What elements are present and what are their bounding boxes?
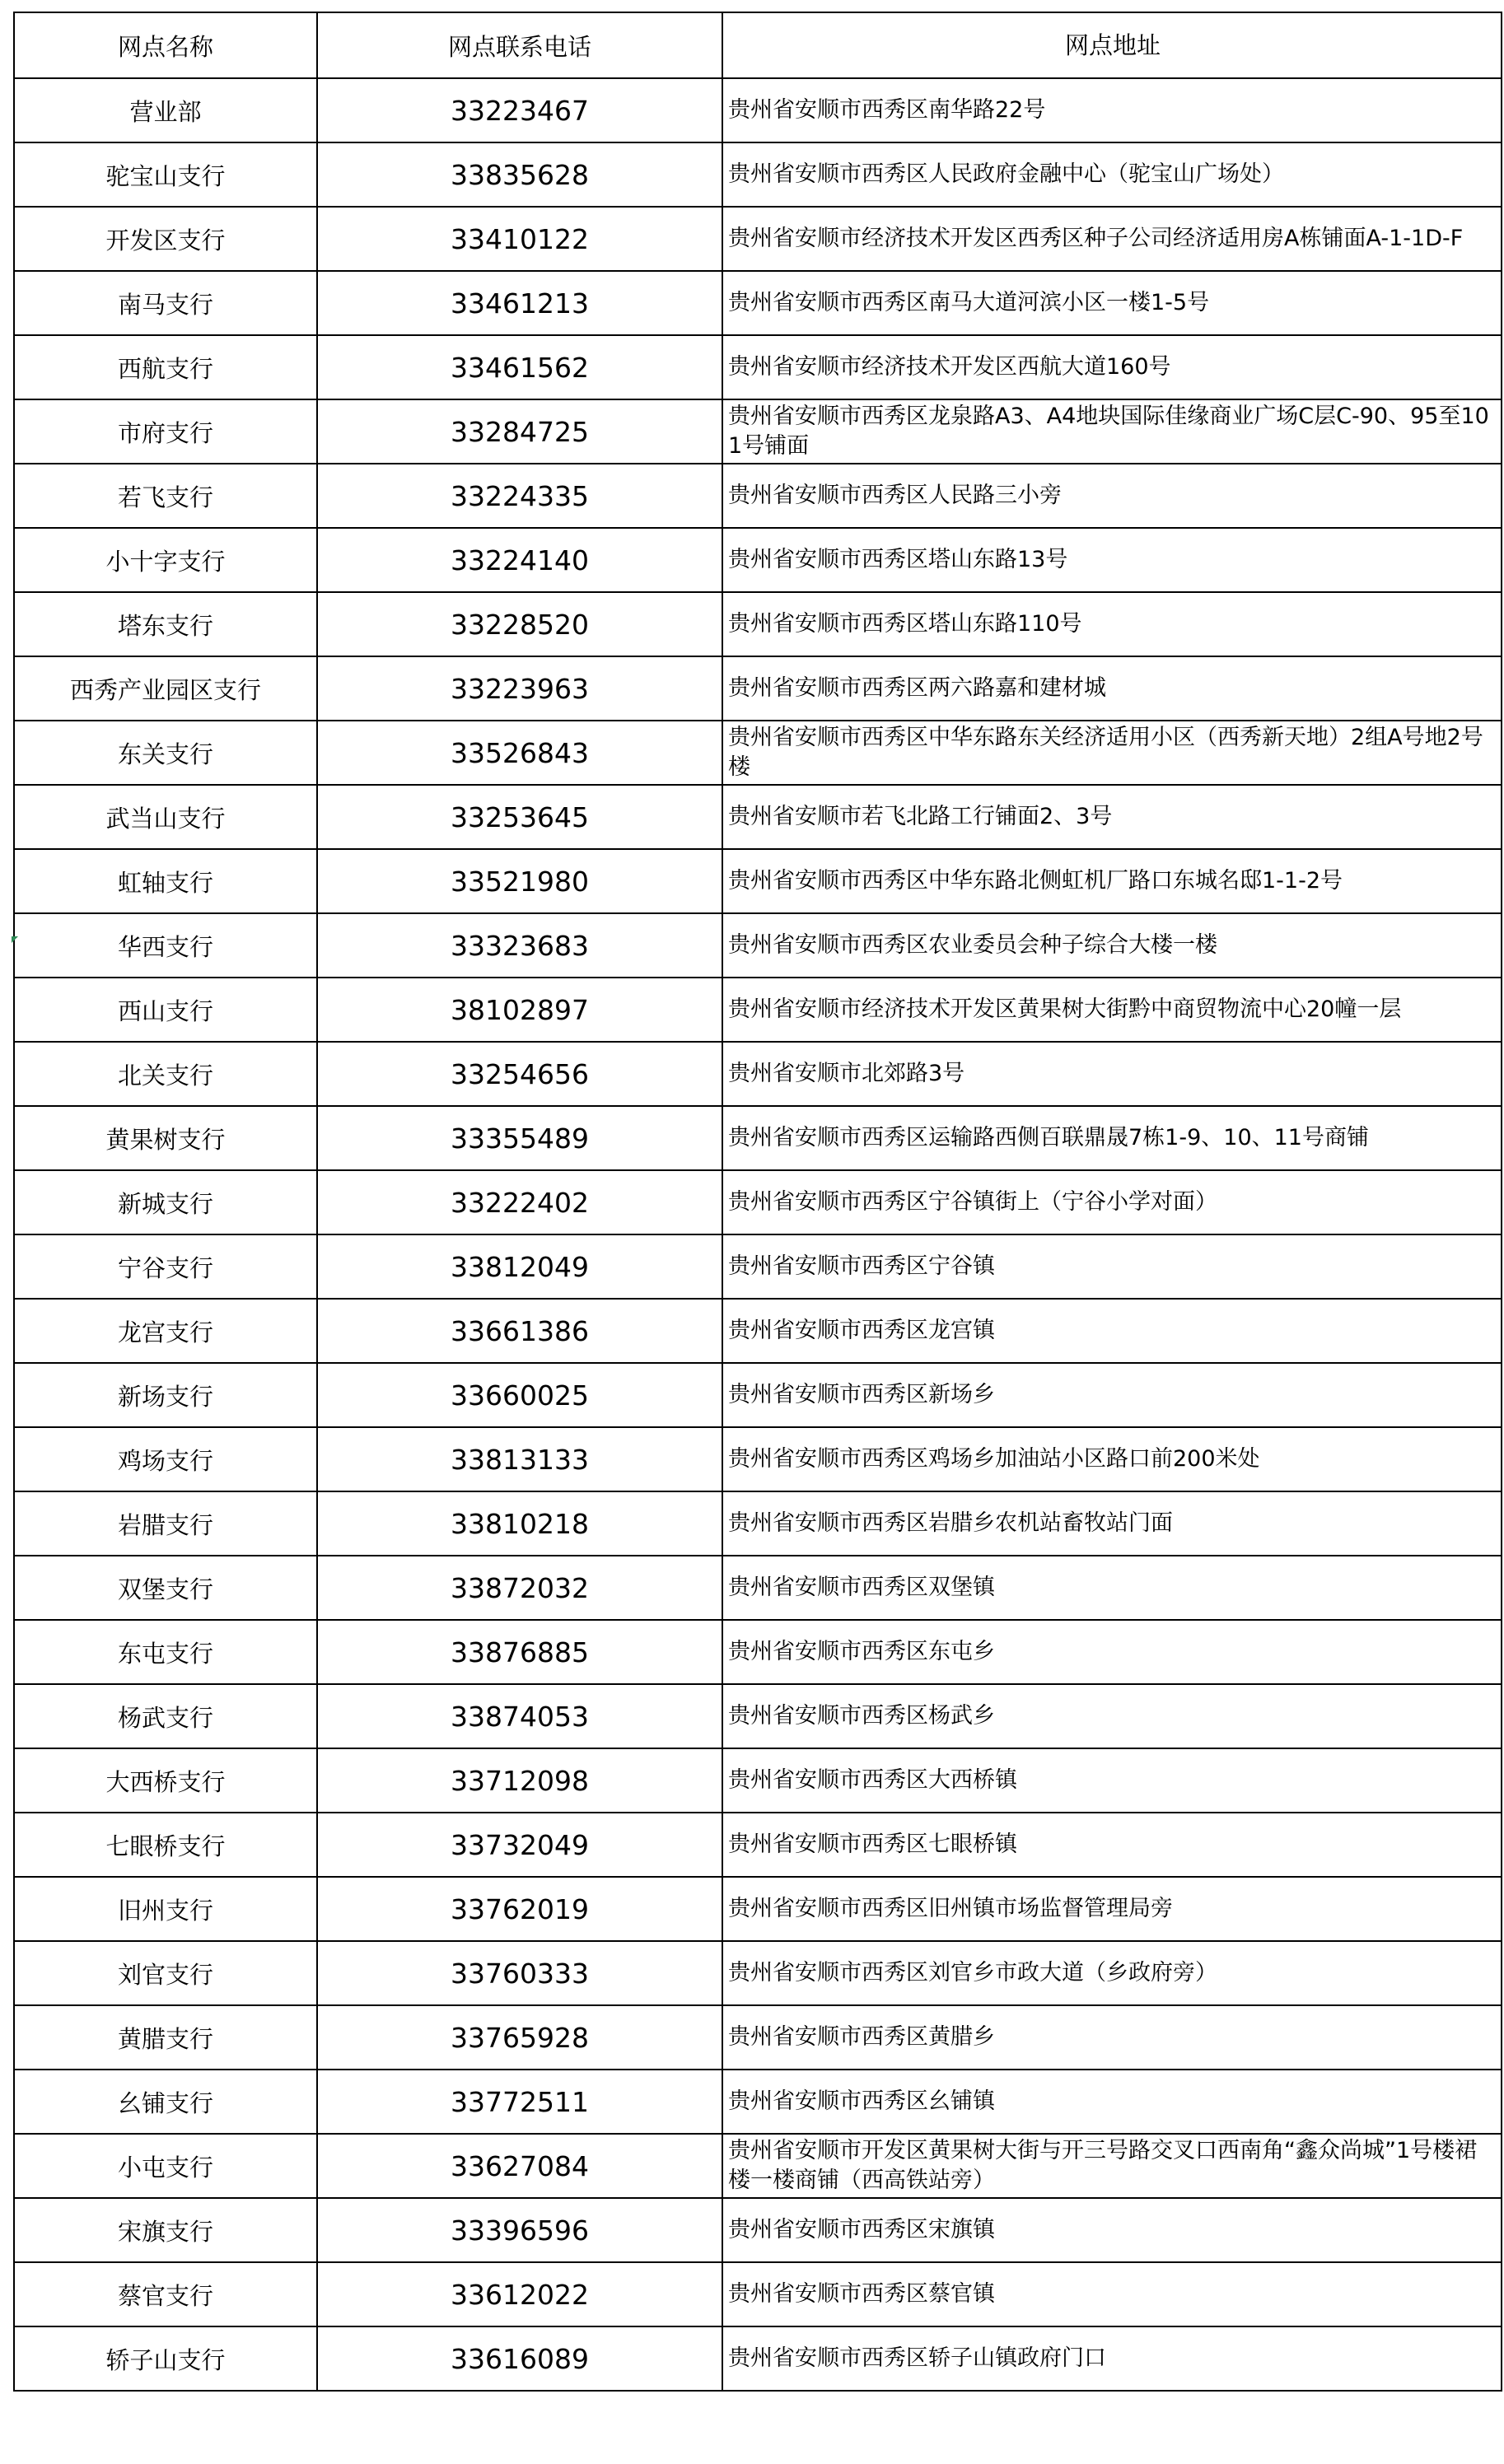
branch-phone-cell: 33660025: [317, 1363, 722, 1427]
branch-phone-cell: 33876885: [317, 1620, 722, 1684]
branch-address-cell: 贵州省安顺市西秀区宁谷镇街上（宁谷小学对面）: [722, 1170, 1502, 1234]
branch-name-cell: 宋旗支行: [14, 2198, 317, 2262]
branch-name-cell: 东屯支行: [14, 1620, 317, 1684]
branch-name-cell: 驼宝山支行: [14, 142, 317, 207]
branch-phone-cell: 33355489: [317, 1106, 722, 1170]
branch-address-cell: 贵州省安顺市西秀区岩腊乡农机站畜牧站门面: [722, 1491, 1502, 1556]
branch-phone-cell: 33874053: [317, 1684, 722, 1748]
branch-phone-cell: 33284725: [317, 399, 722, 464]
branch-phone-cell: 33396596: [317, 2198, 722, 2262]
table-row: [14, 271, 1502, 335]
table-row: [14, 849, 1502, 913]
table-row: [14, 1620, 1502, 1684]
branch-name-cell: 新城支行: [14, 1170, 317, 1234]
branch-phone-cell: 33872032: [317, 1556, 722, 1620]
branch-name-cell: 武当山支行: [14, 785, 317, 849]
table-row: [14, 1556, 1502, 1620]
branch-phone-cell: 33223963: [317, 656, 722, 721]
table-row: [14, 464, 1502, 528]
table-row: [14, 1877, 1502, 1941]
branch-name-cell: 轿子山支行: [14, 2326, 317, 2391]
branch-address-cell: 贵州省安顺市西秀区幺铺镇: [722, 2070, 1502, 2134]
branch-address-cell: 贵州省安顺市西秀区中华东路北侧虹机厂路口东城名邸1-1-2号: [722, 849, 1502, 913]
branch-name-cell: 虹轴支行: [14, 849, 317, 913]
branch-address-cell: 贵州省安顺市西秀区人民政府金融中心（驼宝山广场处）: [722, 142, 1502, 207]
cell-marker-triangle: [12, 936, 18, 943]
table-row: [14, 2134, 1502, 2198]
branch-phone-cell: 33813133: [317, 1427, 722, 1491]
table-row: [14, 1106, 1502, 1170]
branch-name-cell: 黄腊支行: [14, 2005, 317, 2070]
branch-address-cell: 贵州省安顺市西秀区农业委员会种子综合大楼一楼: [722, 913, 1502, 978]
branch-name-cell: 幺铺支行: [14, 2070, 317, 2134]
branch-phone-cell: 33760333: [317, 1941, 722, 2005]
branch-address-cell: 贵州省安顺市西秀区两六路嘉和建材城: [722, 656, 1502, 721]
branch-phone-cell: 33762019: [317, 1877, 722, 1941]
table-row: [14, 2262, 1502, 2326]
table-row: [14, 1299, 1502, 1363]
branch-name-cell: 岩腊支行: [14, 1491, 317, 1556]
branch-address-cell: 贵州省安顺市西秀区宁谷镇: [722, 1234, 1502, 1299]
table-row: [14, 142, 1502, 207]
branch-phone-cell: 33772511: [317, 2070, 722, 2134]
branch-address-cell: 贵州省安顺市西秀区东屯乡: [722, 1620, 1502, 1684]
branch-address-cell: 贵州省安顺市西秀区大西桥镇: [722, 1748, 1502, 1813]
branch-address-cell: 贵州省安顺市西秀区蔡官镇: [722, 2262, 1502, 2326]
table-row: [14, 399, 1502, 464]
branch-name-cell: 小屯支行: [14, 2134, 317, 2198]
branch-phone-cell: 33224335: [317, 464, 722, 528]
table-body: [14, 78, 1502, 2391]
branch-phone-cell: 33812049: [317, 1234, 722, 1299]
branch-phone-cell: 33224140: [317, 528, 722, 592]
branch-phone-cell: 33254656: [317, 1042, 722, 1106]
branch-name-cell: 若飞支行: [14, 464, 317, 528]
branch-name-cell: 开发区支行: [14, 207, 317, 271]
branch-address-cell: 贵州省安顺市西秀区双堡镇: [722, 1556, 1502, 1620]
table-row: [14, 785, 1502, 849]
branch-name-cell: 西山支行: [14, 978, 317, 1042]
branch-phone-cell: 33410122: [317, 207, 722, 271]
branch-address-cell: 贵州省安顺市西秀区宋旗镇: [722, 2198, 1502, 2262]
branch-phone-cell: 33526843: [317, 721, 722, 785]
branch-address-cell: 贵州省安顺市北郊路3号: [722, 1042, 1502, 1106]
table-row: [14, 1491, 1502, 1556]
branch-address-cell: 贵州省安顺市经济技术开发区西秀区种子公司经济适用房A栋铺面A-1-1D-F: [722, 207, 1502, 271]
branch-phone-cell: 33712098: [317, 1748, 722, 1813]
branch-name-cell: 市府支行: [14, 399, 317, 464]
table-row: [14, 2326, 1502, 2391]
table-row: [14, 1170, 1502, 1234]
branch-address-cell: 贵州省安顺市西秀区鸡场乡加油站小区路口前200米处: [722, 1427, 1502, 1491]
branch-address-cell: 贵州省安顺市西秀区中华东路东关经济适用小区（西秀新天地）2组A号地2号楼: [722, 721, 1502, 785]
branch-name-cell: 大西桥支行: [14, 1748, 317, 1813]
branch-address-cell: 贵州省安顺市西秀区轿子山镇政府门口: [722, 2326, 1502, 2391]
branch-address-cell: 贵州省安顺市西秀区黄腊乡: [722, 2005, 1502, 2070]
branch-phone-cell: 38102897: [317, 978, 722, 1042]
header-branch-address: 网点地址: [722, 12, 1502, 78]
branch-name-cell: 黄果树支行: [14, 1106, 317, 1170]
table-row: [14, 2070, 1502, 2134]
table-row: [14, 1234, 1502, 1299]
branch-name-cell: 北关支行: [14, 1042, 317, 1106]
branch-name-cell: 宁谷支行: [14, 1234, 317, 1299]
branch-name-cell: 刘官支行: [14, 1941, 317, 2005]
branch-phone-cell: 33627084: [317, 2134, 722, 2198]
branch-address-cell: 贵州省安顺市西秀区塔山东路13号: [722, 528, 1502, 592]
branch-name-cell: 华西支行: [14, 913, 317, 978]
branch-phone-cell: 33661386: [317, 1299, 722, 1363]
header-branch-phone: 网点联系电话: [317, 12, 722, 78]
table-row: [14, 1042, 1502, 1106]
branch-table: [13, 12, 1502, 2392]
branch-address-cell: 贵州省安顺市经济技术开发区黄果树大街黔中商贸物流中心20幢一层: [722, 978, 1502, 1042]
branch-phone-cell: 33616089: [317, 2326, 722, 2391]
branch-name-cell: 西航支行: [14, 335, 317, 399]
table-row: [14, 207, 1502, 271]
table-row: [14, 1684, 1502, 1748]
table-row: [14, 2005, 1502, 2070]
branch-name-cell: 南马支行: [14, 271, 317, 335]
branch-phone-cell: 33612022: [317, 2262, 722, 2326]
table-row: [14, 1813, 1502, 1877]
branch-name-cell: 塔东支行: [14, 592, 317, 656]
branch-address-cell: 贵州省安顺市西秀区塔山东路110号: [722, 592, 1502, 656]
branch-address-cell: 贵州省安顺市西秀区南华路22号: [722, 78, 1502, 142]
branch-phone-cell: 33732049: [317, 1813, 722, 1877]
branch-name-cell: 龙宫支行: [14, 1299, 317, 1363]
branch-phone-cell: 33228520: [317, 592, 722, 656]
branch-name-cell: 双堡支行: [14, 1556, 317, 1620]
branch-address-cell: 贵州省安顺市若飞北路工行铺面2、3号: [722, 785, 1502, 849]
branch-name-cell: 营业部: [14, 78, 317, 142]
branch-address-cell: 贵州省安顺市西秀区七眼桥镇: [722, 1813, 1502, 1877]
branch-phone-cell: 33521980: [317, 849, 722, 913]
branch-name-cell: 东关支行: [14, 721, 317, 785]
branch-address-cell: 贵州省安顺市西秀区杨武乡: [722, 1684, 1502, 1748]
branch-name-cell: 七眼桥支行: [14, 1813, 317, 1877]
table-row: [14, 78, 1502, 142]
table-row: [14, 1363, 1502, 1427]
branch-address-cell: 贵州省安顺市西秀区运输路西侧百联鼎晟7栋1-9、10、11号商铺: [722, 1106, 1502, 1170]
branch-phone-cell: 33323683: [317, 913, 722, 978]
table-row: [14, 913, 1502, 978]
branch-address-cell: 贵州省安顺市西秀区旧州镇市场监督管理局旁: [722, 1877, 1502, 1941]
branch-address-cell: 贵州省安顺市西秀区南马大道河滨小区一楼1-5号: [722, 271, 1502, 335]
branch-name-cell: 杨武支行: [14, 1684, 317, 1748]
branch-name-cell: 旧州支行: [14, 1877, 317, 1941]
branch-name-cell: 蔡官支行: [14, 2262, 317, 2326]
table-row: [14, 335, 1502, 399]
branch-address-cell: 贵州省安顺市经济技术开发区西航大道160号: [722, 335, 1502, 399]
branch-name-cell: 新场支行: [14, 1363, 317, 1427]
table-row: [14, 1748, 1502, 1813]
header-row: [14, 12, 1502, 78]
branch-phone-cell: 33223467: [317, 78, 722, 142]
branch-phone-cell: 33810218: [317, 1491, 722, 1556]
table-row: [14, 528, 1502, 592]
branch-phone-cell: 33222402: [317, 1170, 722, 1234]
table-row: [14, 978, 1502, 1042]
table-row: [14, 592, 1502, 656]
branch-name-cell: 小十字支行: [14, 528, 317, 592]
branch-name-cell: 鸡场支行: [14, 1427, 317, 1491]
table-row: [14, 1427, 1502, 1491]
table-row: [14, 1941, 1502, 2005]
branch-address-cell: 贵州省安顺市西秀区人民路三小旁: [722, 464, 1502, 528]
branch-phone-cell: 33461562: [317, 335, 722, 399]
branch-address-cell: 贵州省安顺市西秀区刘官乡市政大道（乡政府旁）: [722, 1941, 1502, 2005]
branch-address-cell: 贵州省安顺市西秀区龙宫镇: [722, 1299, 1502, 1363]
branch-address-cell: 贵州省安顺市开发区黄果树大街与开三号路交叉口西南角“鑫众尚城”1号楼裙楼一楼商铺（西高铁站旁）: [722, 2134, 1502, 2198]
branch-phone-cell: 33765928: [317, 2005, 722, 2070]
header-branch-name: 网点名称: [14, 12, 317, 78]
table-row: [14, 656, 1502, 721]
branch-name-cell: 西秀产业园区支行: [14, 656, 317, 721]
branch-address-cell: 贵州省安顺市西秀区龙泉路A3、A4地块国际佳缘商业广场C层C-90、95至101号铺面: [722, 399, 1502, 464]
branch-phone-cell: 33835628: [317, 142, 722, 207]
branch-phone-cell: 33461213: [317, 271, 722, 335]
table-row: [14, 2198, 1502, 2262]
branch-phone-cell: 33253645: [317, 785, 722, 849]
branch-address-cell: 贵州省安顺市西秀区新场乡: [722, 1363, 1502, 1427]
table-row: [14, 721, 1502, 785]
